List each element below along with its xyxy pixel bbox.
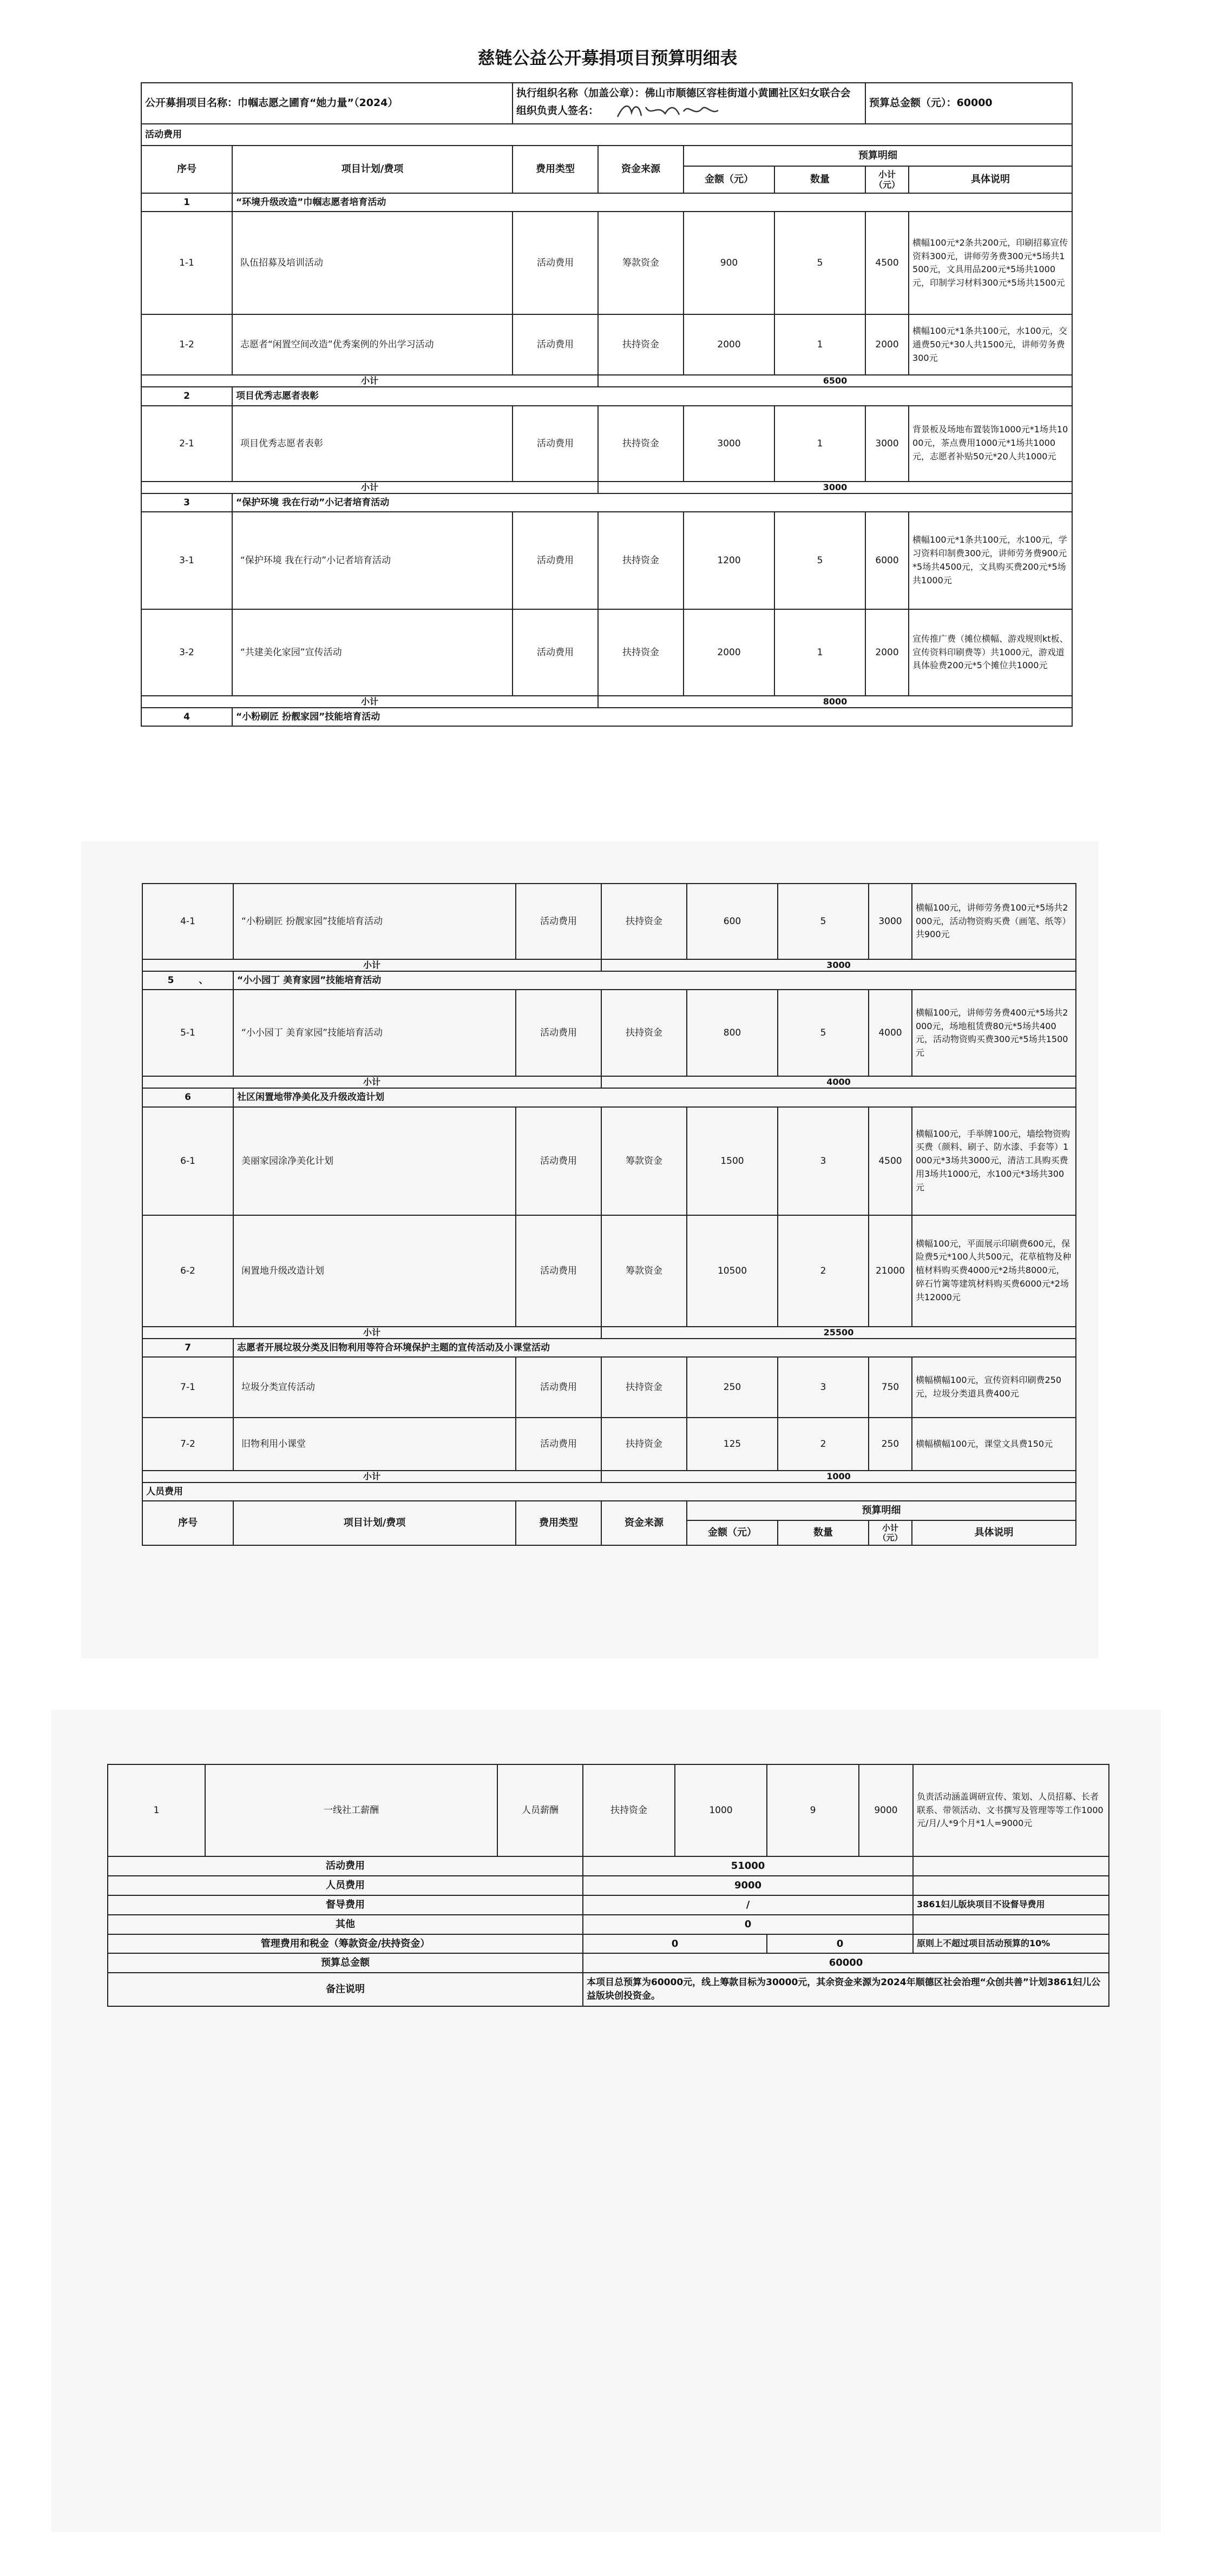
row-source: 扶持资金: [583, 1764, 675, 1856]
col-header-amount: 金额（元）: [687, 1520, 778, 1545]
mgmt-value-support: 0: [767, 1934, 913, 1954]
summary-value: 0: [583, 1915, 913, 1934]
total-label: 预算总金额: [108, 1953, 583, 1973]
col-header-seq: 序号: [142, 1501, 233, 1545]
col-header-subtotal: 小计（元）: [869, 1520, 912, 1545]
summary-label: 人员费用: [108, 1876, 583, 1895]
col-header-source: 资金来源: [598, 146, 684, 193]
subtotal-value: 1000: [601, 1471, 1076, 1483]
row-seq: 3-1: [141, 512, 232, 609]
mgmt-value-raised: 0: [583, 1934, 767, 1954]
row-desc: 横幅100元*2条共200元，印刷招募宣传资料300元，讲师劳务费300元*5场共1500元，文具用品200元*5场共1000元，印制学习材料300元*5场共1500元: [909, 212, 1072, 314]
summary-value: /: [583, 1895, 913, 1915]
row-qty: 3: [778, 1357, 869, 1418]
row-seq: 6-2: [142, 1215, 233, 1327]
table-row: [108, 1764, 1109, 1856]
row-qty: 1: [774, 609, 865, 696]
col-header-amount: 金额（元）: [684, 166, 774, 193]
row-source: 扶持资金: [601, 1418, 687, 1471]
col-header-source: 资金来源: [601, 1501, 687, 1545]
row-item: 旧物利用小课堂: [233, 1418, 516, 1471]
row-item: 一线社工薪酬: [205, 1764, 497, 1856]
remark-label: 备注说明: [108, 1973, 583, 2006]
row-type: 活动费用: [513, 609, 598, 696]
row-type: 人员薪酬: [497, 1764, 583, 1856]
row-desc: 横幅100元，平面展示印刷费600元，保险费5元*100人共500元，花草植物及种植材料购买费4000元*2场共8000元，碎石竹篱等建筑材料购买费6000元*2场共12000元: [912, 1215, 1076, 1327]
subtotal-label: 小计: [141, 696, 598, 708]
row-subtotal: 2000: [865, 314, 909, 375]
summary-value: 51000: [583, 1856, 913, 1876]
row-type: 活动费用: [513, 314, 598, 375]
row-qty: 1: [774, 314, 865, 375]
row-item: “小粉刷匠 扮靓家园”技能培育活动: [233, 884, 516, 959]
row-qty: 5: [778, 884, 869, 959]
summary-label: 督导费用: [108, 1895, 583, 1915]
org-and-leader: [513, 83, 865, 124]
row-source: 扶持资金: [601, 884, 687, 959]
row-subtotal: 250: [869, 1418, 912, 1471]
row-amount: 125: [687, 1418, 778, 1471]
row-subtotal: 4500: [865, 212, 909, 314]
col-header-item: 项目计划/费项: [232, 146, 513, 193]
personnel-cost-section: 人员费用: [142, 1483, 1076, 1501]
table-row: [142, 1215, 1076, 1327]
subtotal-label: 小计: [142, 959, 601, 971]
row-subtotal: 21000: [869, 1215, 912, 1327]
group-title: “环境升级改造”巾帼志愿者培育活动: [232, 193, 1072, 212]
col-header-item: 项目计划/费项: [233, 1501, 516, 1545]
col-header-desc: 具体说明: [909, 166, 1072, 193]
row-desc: 横幅100元，手举牌100元，墙绘物资购买费（颜料、刷子、防水漆、手套等）1000元*3场共3000元，清洁工具购买费用3场共1000元，水100元*3场共300元: [912, 1107, 1076, 1215]
mgmt-label: 管理费用和税金（筹款资金/扶持资金）: [108, 1934, 583, 1954]
summary-note: 3861妇儿版块项目不设督导费用: [913, 1895, 1109, 1915]
group-number: 4: [141, 708, 232, 726]
row-type: 活动费用: [516, 884, 601, 959]
row-qty: 5: [774, 512, 865, 609]
table-row: [142, 1357, 1076, 1418]
row-qty: 3: [778, 1107, 869, 1215]
group-number: [142, 971, 233, 990]
table-row: [141, 512, 1072, 609]
summary-label: 活动费用: [108, 1856, 583, 1876]
row-qty: 1: [774, 406, 865, 482]
group-number: 1: [141, 193, 232, 212]
row-subtotal: 750: [869, 1357, 912, 1418]
subtotal-label: 小计: [141, 375, 598, 387]
row-item: 美丽家园涂净美化计划: [233, 1107, 516, 1215]
summary-row: [108, 1856, 1109, 1876]
row-qty: 2: [778, 1418, 869, 1471]
row-seq: 7-1: [142, 1357, 233, 1418]
row-type: 活动费用: [516, 1357, 601, 1418]
row-source: 扶持资金: [601, 1357, 687, 1418]
row-desc: 横幅100元*1条共100元，水100元，学习资料印制费300元，讲师劳务费900元*5场共4500元，文具购买费200元*5场共1000元: [909, 512, 1072, 609]
row-qty: 5: [774, 212, 865, 314]
row-seq: 1: [108, 1764, 205, 1856]
row-amount: 1500: [687, 1107, 778, 1215]
budget-page-2: [81, 841, 1099, 1658]
subtotal-label: 小计: [142, 1327, 601, 1339]
row-amount: 250: [687, 1357, 778, 1418]
document-title: 慈链公益公开募捐项目预算明细表: [477, 48, 738, 68]
row-item: 项目优秀志愿者表彰: [232, 406, 513, 482]
group-number-value: 5: [167, 975, 174, 986]
row-type: 活动费用: [513, 406, 598, 482]
table-row: [141, 406, 1072, 482]
group-number: 3: [141, 493, 232, 512]
subtotal-label: 小计: [142, 1471, 601, 1483]
group-number: 2: [141, 387, 232, 405]
row-item: 队伍招募及培训活动: [232, 212, 513, 314]
row-source: 扶持资金: [598, 406, 684, 482]
row-amount: 2000: [684, 609, 774, 696]
total-row: [108, 1953, 1109, 1973]
summary-label: 其他: [108, 1915, 583, 1934]
col-header-qty: 数量: [774, 166, 865, 193]
summary-value: 9000: [583, 1876, 913, 1895]
mgmt-row: [108, 1934, 1109, 1954]
row-type: 活动费用: [516, 1107, 601, 1215]
table-row: [142, 884, 1076, 959]
row-amount: 800: [687, 990, 778, 1076]
group-number: 6: [142, 1088, 233, 1106]
row-subtotal: 4500: [869, 1107, 912, 1215]
row-subtotal: 2000: [865, 609, 909, 696]
summary-note: [913, 1876, 1109, 1895]
row-seq: 1-2: [141, 314, 232, 375]
org-name: 执行组织名称（加盖公章）：佛山市顺德区容桂街道小黄圃社区妇女联合会: [516, 87, 851, 99]
remark-row: [108, 1973, 1109, 2006]
total-budget-header: 预算总金额（元）：60000: [865, 83, 1072, 124]
row-subtotal: 9000: [859, 1764, 913, 1856]
row-type: 活动费用: [516, 1418, 601, 1471]
row-desc: 横幅100元，讲师劳务费400元*5场共2000元，场地租赁费80元*5场共400元，活动物资购买费300元*5场共1500元: [912, 990, 1076, 1076]
table-row: [141, 314, 1072, 375]
subtotal-value: 3000: [598, 482, 1072, 493]
leader-label: 组织负责人签名：: [516, 104, 599, 117]
remark-text: 本项目总预算为60000元，线上筹款目标为30000元，其余资金来源为2024年顺德区社会治理“众创共善”计划3861妇儿公益版块创投资金。: [583, 1973, 1109, 2006]
row-source: 扶持资金: [598, 314, 684, 375]
row-seq: 7-2: [142, 1418, 233, 1471]
row-source: 扶持资金: [598, 609, 684, 696]
row-subtotal: 4000: [869, 990, 912, 1076]
table-row: [141, 609, 1072, 696]
row-seq: 1-1: [141, 212, 232, 314]
col-header-seq: 序号: [141, 146, 232, 193]
summary-row: [108, 1915, 1109, 1934]
total-value: 60000: [583, 1953, 1109, 1973]
subtotal-value: 8000: [598, 696, 1072, 708]
row-amount: 10500: [687, 1215, 778, 1327]
group-title: 项目优秀志愿者表彰: [232, 387, 1072, 405]
col-header-detail-group: 预算明细: [684, 146, 1072, 166]
group-number-mark: 、: [199, 975, 208, 986]
row-type: 活动费用: [513, 512, 598, 609]
leader-signature-row: [516, 101, 862, 121]
subtotal-value: 6500: [598, 375, 1072, 387]
row-item: 垃圾分类宣传活动: [233, 1357, 516, 1418]
row-source: 扶持资金: [601, 990, 687, 1076]
summary-row: [108, 1876, 1109, 1895]
row-desc: 负责活动涵盖调研宣传、策划、人员招募、长者联系、带领活动、文书撰写及管理等等工作1000元/月/人*9个月*1人=9000元: [913, 1764, 1109, 1856]
budget-table-page-3: [107, 1764, 1109, 2007]
budget-page-1: [0, 0, 1215, 768]
row-source: 筹款资金: [598, 212, 684, 314]
row-item: 闲置地升级改造计划: [233, 1215, 516, 1327]
row-type: 活动费用: [516, 990, 601, 1076]
row-amount: 3000: [684, 406, 774, 482]
group-title: “小小园丁 美育家园”技能培育活动: [233, 971, 1076, 990]
row-amount: 1000: [675, 1764, 767, 1856]
row-desc: 横幅100元*1条共100元，水100元，交通费50元*30人共1500元，讲师劳务费300元: [909, 314, 1072, 375]
row-seq: 3-2: [141, 609, 232, 696]
row-subtotal: 3000: [869, 884, 912, 959]
row-item: “保护环境 我在行动”小记者培育活动: [232, 512, 513, 609]
budget-page-3: [51, 1710, 1161, 2532]
col-header-detail-group: 预算明细: [687, 1501, 1076, 1520]
row-seq: 5-1: [142, 990, 233, 1076]
group-title: “小粉刷匠 扮靓家园”技能培育活动: [232, 708, 1072, 726]
activity-cost-section: 活动费用: [141, 124, 1072, 146]
row-source: 筹款资金: [601, 1215, 687, 1327]
row-subtotal: 6000: [865, 512, 909, 609]
row-seq: 6-1: [142, 1107, 233, 1215]
col-header-type: 费用类型: [513, 146, 598, 193]
group-number: 7: [142, 1339, 233, 1357]
subtotal-value: 3000: [601, 959, 1076, 971]
row-seq: 2-1: [141, 406, 232, 482]
row-source: 筹款资金: [601, 1107, 687, 1215]
row-qty: 9: [767, 1764, 859, 1856]
row-subtotal: 3000: [865, 406, 909, 482]
table-row: [142, 1418, 1076, 1471]
row-desc: 横幅横幅100元，宣传资料印刷费250元，垃圾分类道具费400元: [912, 1357, 1076, 1418]
row-desc: 背景板及场地布置装饰1000元*1场共1000元，茶点费用1000元*1场共1000元，志愿者补贴50元*20人共1000元: [909, 406, 1072, 482]
row-item: 志愿者“闲置空间改造”优秀案例的外出学习活动: [232, 314, 513, 375]
project-name: 公开募捐项目名称：巾帼志愿之圃育“她力量”（2024）: [141, 83, 513, 124]
row-item: “共建美化家园”宣传活动: [232, 609, 513, 696]
col-header-subtotal: 小计（元）: [865, 166, 909, 193]
summary-note: [913, 1915, 1109, 1934]
row-desc: 宣传推广费（摊位横幅、游戏规则kt板、宣传资料印刷费等）共1000元，游戏道具体验费200元*5个摊位共1000元: [909, 609, 1072, 696]
mgmt-note: 原则上不超过项目活动预算的10%: [913, 1934, 1109, 1954]
subtotal-value: 4000: [601, 1076, 1076, 1088]
col-header-desc: 具体说明: [912, 1520, 1076, 1545]
subtotal-label: 小计: [141, 482, 598, 493]
col-header-type: 费用类型: [516, 1501, 601, 1545]
row-amount: 2000: [684, 314, 774, 375]
row-qty: 2: [778, 1215, 869, 1327]
summary-row: [108, 1895, 1109, 1915]
row-seq: 4-1: [142, 884, 233, 959]
table-row: [141, 212, 1072, 314]
row-qty: 5: [778, 990, 869, 1076]
subtotal-label: 小计: [142, 1076, 601, 1088]
row-amount: 1200: [684, 512, 774, 609]
budget-table-page-1: [141, 82, 1073, 727]
group-title: 社区闲置地带净美化及升级改造计划: [233, 1088, 1076, 1106]
row-desc: 横幅100元，讲师劳务费100元*5场共2000元，活动物资购买费（画笔、纸等）共900元: [912, 884, 1076, 959]
col-header-qty: 数量: [778, 1520, 869, 1545]
table-row: [142, 1107, 1076, 1215]
row-desc: 横幅横幅100元，课堂文具费150元: [912, 1418, 1076, 1471]
summary-note: [913, 1856, 1109, 1876]
row-type: 活动费用: [516, 1215, 601, 1327]
row-source: 扶持资金: [598, 512, 684, 609]
row-item: “小小园丁 美育家园”技能培育活动: [233, 990, 516, 1076]
row-amount: 900: [684, 212, 774, 314]
row-type: 活动费用: [513, 212, 598, 314]
subtotal-value: 25500: [601, 1327, 1076, 1339]
group-title: “保护环境 我在行动”小记者培育活动: [232, 493, 1072, 512]
group-title: 志愿者开展垃圾分类及旧物利用等符合环境保护主题的宣传活动及小课堂活动: [233, 1339, 1076, 1357]
table-row: [142, 990, 1076, 1076]
budget-table-page-2: [142, 883, 1076, 1546]
leader-signature-icon: [613, 101, 721, 121]
row-amount: 600: [687, 884, 778, 959]
